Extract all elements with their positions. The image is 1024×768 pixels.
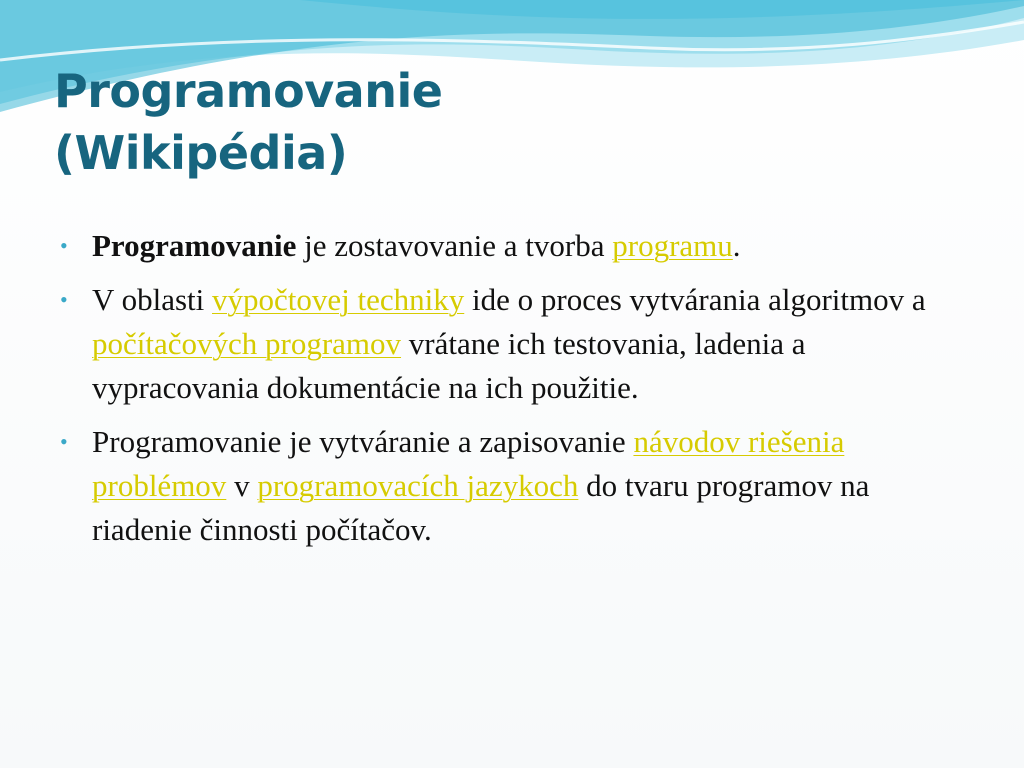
bullet2-text3: vrátane ich testovania, ladenia a vypracovania dokumentácie na ich použitie. bbox=[92, 326, 806, 405]
bullet-marker: • bbox=[60, 287, 68, 312]
link-programovacich-jazykoch[interactable]: programovacích jazykoch bbox=[257, 468, 579, 503]
bullet3-text3: do tvaru programov na riadenie činnosti počítačov. bbox=[92, 468, 870, 547]
bullet2-text2: ide o proces vytvárania algoritmov a bbox=[464, 282, 926, 317]
bullet3-text2: v bbox=[226, 468, 258, 503]
bullet3-text1: Programovanie je vytváranie a zapisovanie bbox=[92, 424, 634, 459]
link-pocitacovych-programov[interactable]: počítačových programov bbox=[92, 326, 402, 361]
bullet-item-2 bbox=[56, 278, 936, 410]
bullet1-bold-term: Programovanie bbox=[92, 228, 297, 263]
bullet1-text1: je zostavovanie a tvorba bbox=[296, 228, 613, 263]
bullet2-text1: V oblasti bbox=[92, 282, 212, 317]
bullet-item-1 bbox=[56, 224, 936, 268]
slide-title bbox=[54, 60, 954, 184]
bullet1-text2: . bbox=[732, 228, 741, 263]
link-navodov-riesenia-problemov[interactable]: návodov riešenia problémov bbox=[92, 424, 845, 503]
bullet-marker: • bbox=[60, 233, 68, 258]
link-programu[interactable]: programu bbox=[612, 228, 733, 263]
bullet-item-3 bbox=[56, 420, 936, 552]
title-line-1: Programovanie bbox=[54, 64, 443, 118]
link-vypoctovej-techniky[interactable]: výpočtovej techniky bbox=[212, 282, 465, 317]
title-line-2: (Wikipédia) bbox=[54, 126, 348, 180]
bullet-marker: • bbox=[60, 429, 68, 454]
bullet-list bbox=[56, 224, 936, 562]
